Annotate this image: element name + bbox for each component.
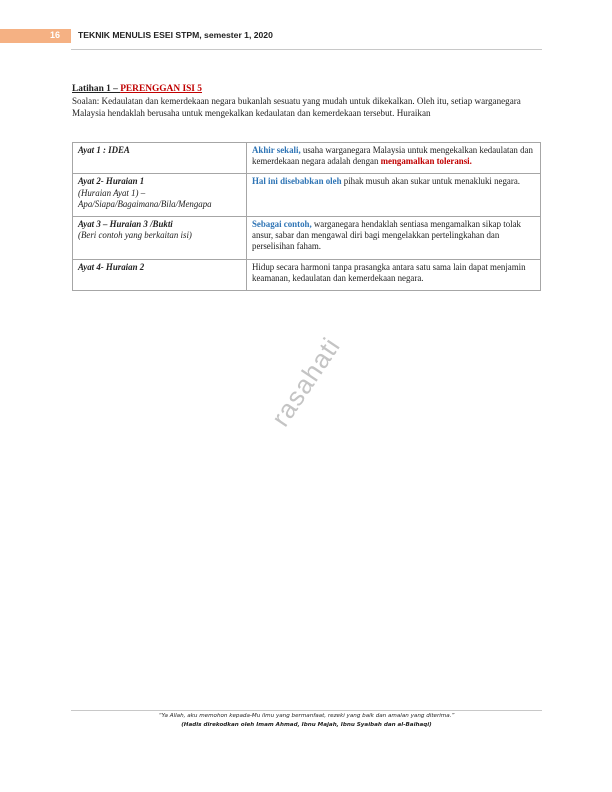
question-text: Soalan: Kedaulatan dan kemerdekaan negara bukanlah sesuatu yang mudah untuk dikekalkan. Oleh itu, setiap warganegara Malaysia hendaklah berusaha untuk mengekalkan kedaulatan dan kemerdekaan tersebut. Huraikan bbox=[72, 96, 521, 118]
row-label: Ayat 2- Huraian 1 bbox=[78, 176, 145, 187]
row-keyword-red: mengamalkan toleransi. bbox=[380, 156, 472, 167]
row-content-cell bbox=[247, 217, 541, 260]
row-keyword: Sebagai contoh, bbox=[252, 219, 312, 230]
row-keyword: Hal ini disebabkan oleh bbox=[252, 176, 342, 187]
row-label-cell bbox=[73, 143, 247, 174]
page-number: 16 bbox=[50, 30, 61, 40]
row-text: warganegara hendaklah sentiasa mengamalkan sikap tolak ansur, sabar dan mengawal diri bagi mengelakkan pertelingkahan dan perselisihan faham. bbox=[252, 219, 521, 252]
paragraph-table bbox=[72, 142, 541, 291]
table-row bbox=[73, 259, 541, 290]
row-text: pihak musuh akan sukar untuk menakluki negara. bbox=[341, 176, 520, 187]
header-divider bbox=[71, 49, 542, 50]
row-label: Ayat 3 – Huraian 3 /Bukti bbox=[78, 219, 173, 230]
table-row bbox=[73, 217, 541, 260]
exercise-title-highlight: PERENGGAN ISI 5 bbox=[120, 84, 202, 94]
row-sublabel: (Huraian Ayat 1) – Apa/Siapa/Bagaimana/Bila/Mengapa bbox=[78, 187, 212, 209]
row-label: Ayat 1 : IDEA bbox=[78, 145, 130, 155]
row-label: Ayat 4- Huraian 2 bbox=[78, 261, 145, 272]
footer-divider bbox=[71, 710, 542, 711]
row-keyword: Akhir sekali, bbox=[252, 145, 301, 155]
row-label-cell bbox=[73, 174, 247, 217]
footer-quote: “Ya Allah, aku memohon kepada-Mu ilmu yang bermanfaat, rezeki yang baik dan amalan yang diterima.” bbox=[158, 713, 455, 719]
table-row bbox=[73, 174, 541, 217]
exercise-title bbox=[72, 84, 202, 94]
running-header-title: TEKNIK MENULIS ESEI STPM, semester 1, 2020 bbox=[78, 30, 273, 40]
exercise-title-prefix: Latihan 1 – bbox=[72, 84, 121, 94]
row-label-cell bbox=[73, 259, 247, 290]
row-text: Hidup secara harmoni tanpa prasangka antara satu sama lain dapat menjamin keamanan, kedaulatan dan kemerdekaan negara. bbox=[252, 261, 526, 283]
row-content-cell bbox=[247, 174, 541, 217]
table-row bbox=[73, 143, 541, 174]
row-sublabel: (Beri contoh yang berkaitan isi) bbox=[78, 230, 192, 241]
row-label-cell bbox=[73, 217, 247, 260]
row-content-cell bbox=[247, 143, 541, 174]
row-content-cell bbox=[247, 259, 541, 290]
footer-citation: (Hadis direkodkan oleh Imam Ahmad, Ibnu Majah, Ibnu Syaibah dan al-Baihaqi) bbox=[181, 722, 432, 728]
watermark: rasahati bbox=[265, 331, 347, 432]
row-text: usaha warganegara Malaysia untuk mengekalkan kedaulatan dan kemerdekaan negara adalah dengan bbox=[252, 145, 533, 167]
